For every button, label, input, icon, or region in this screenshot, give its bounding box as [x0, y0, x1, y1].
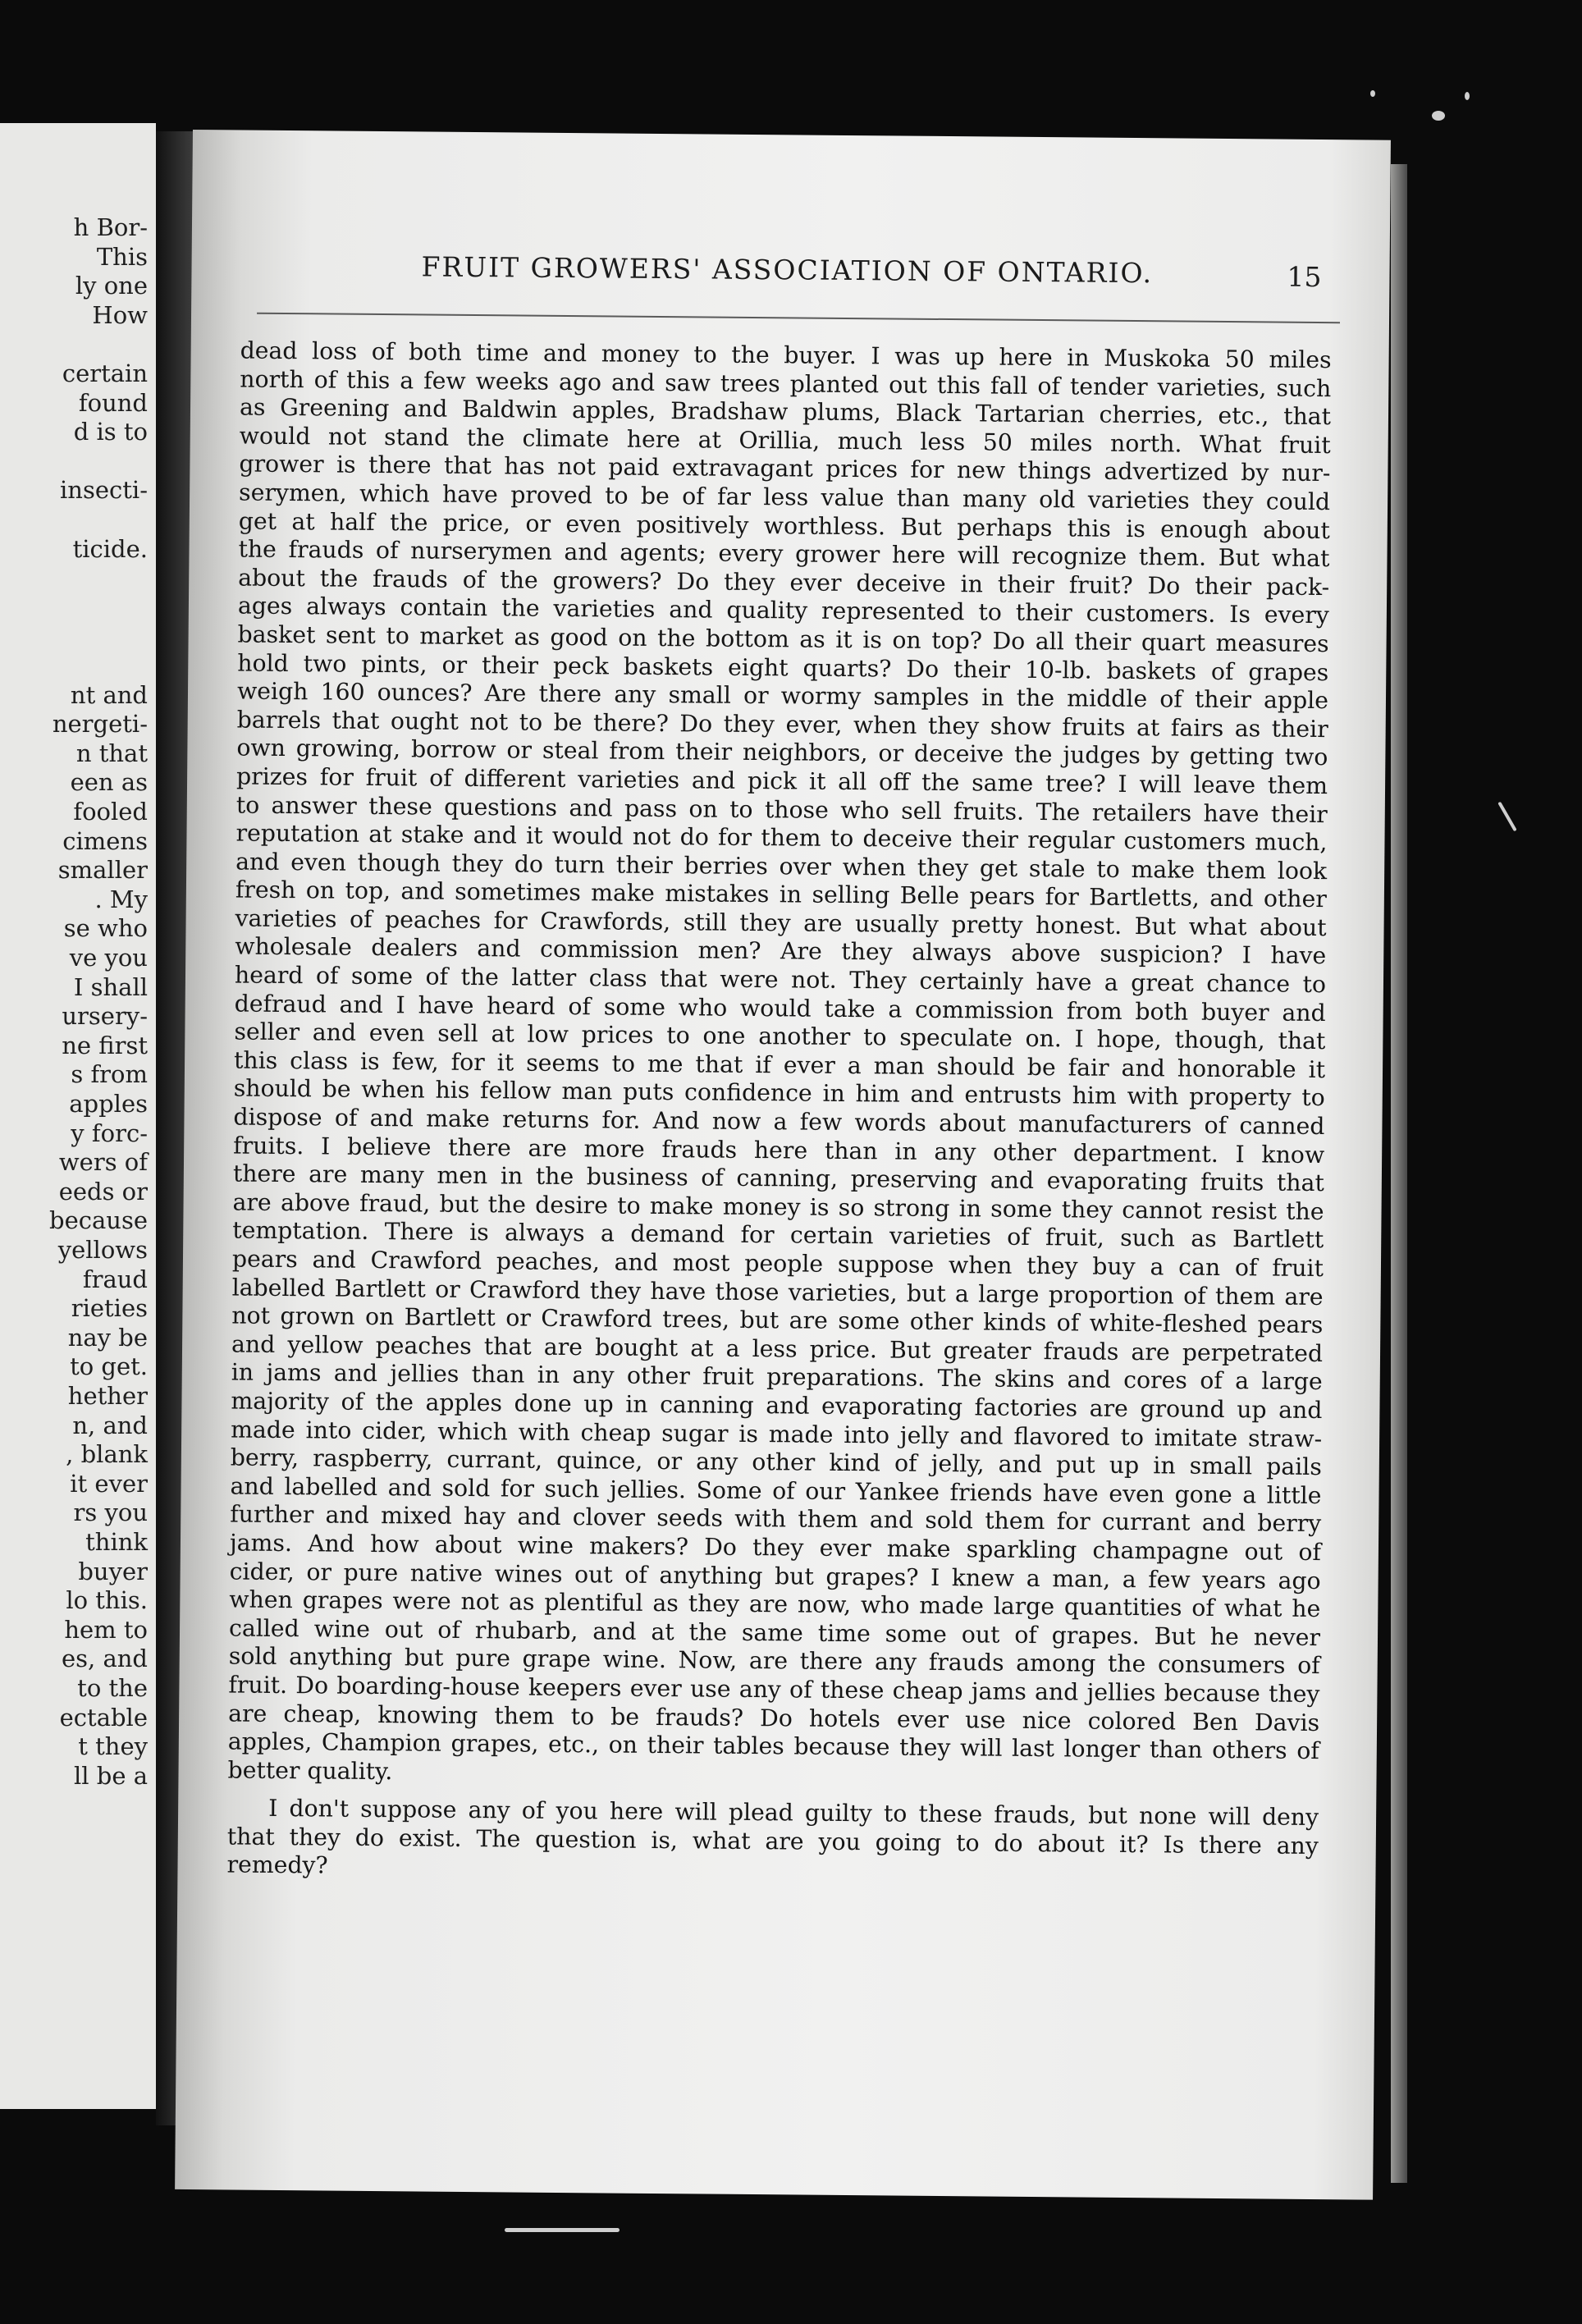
left-page-fragment: nt and — [70, 680, 148, 709]
left-page-fragment: rs you — [73, 1498, 148, 1527]
text-line: grower is there that has not paid extravagant prices for new things advertized by nur- — [239, 450, 1331, 487]
text-line: berry, raspberry, currant, quince, or any other kind of jelly, and put up in small pails — [230, 1443, 1322, 1481]
text-line: weigh 160 ounces? Are there any small or wormy samples in the middle of their apple — [236, 677, 1329, 715]
left-page-fragment: n, and — [72, 1411, 148, 1439]
text-line: wholesale dealers and commission men? Are they always above suspicion? I have — [235, 932, 1327, 970]
text-line: pears and Crawford peaches, and most people suppose when they buy a can of fruit — [231, 1245, 1324, 1283]
left-page-fragment: smaller — [57, 856, 148, 885]
left-facing-page — [0, 123, 156, 2109]
text-line: seller and even sell at low prices to one another to speculate on. I hope, though, that — [234, 1018, 1326, 1055]
text-line: north of this a few weeks ago and saw trees planted out this fall of tender varieties, such — [240, 365, 1332, 402]
text-line: ages always contain the varieties and quality represented to their customers. Is every — [237, 592, 1330, 629]
text-line: should be when his fellow man puts confidence in him and entrusts him with property to — [233, 1074, 1325, 1112]
text-line: as Greening and Baldwin apples, Bradshaw plums, Black Tartarian cherries, etc., that — [239, 393, 1332, 431]
scan-speck — [1497, 802, 1516, 832]
left-page-fragment: y forc- — [71, 1119, 148, 1147]
text-line: made into cider, which with cheap sugar is made into jelly and flavored to imitate straw- — [231, 1416, 1323, 1452]
left-page-fragment: rieties — [71, 1294, 148, 1323]
left-page-fragment: es, and — [61, 1645, 148, 1673]
left-page-fragment: certain — [62, 359, 148, 387]
text-line: fruit. Do boarding-house keepers ever use any of these cheap jams and jellies because they — [228, 1671, 1320, 1708]
text-line: cider, or pure native wines out of anything but grapes? I knew a man, a few years ago — [229, 1557, 1321, 1594]
text-line: to answer these questions and pass on to those who sell fruits. The retailers have their — [235, 790, 1328, 828]
left-page-fragment: to the — [77, 1674, 148, 1702]
left-page-fragment: n that — [75, 739, 148, 767]
page — [175, 130, 1391, 2200]
left-page-fragment: nergeti- — [52, 710, 148, 739]
left-page-fragment: wers of — [58, 1148, 148, 1177]
left-page-fragment: I shall — [73, 972, 148, 1001]
text-line: and yellow peaches that are bought at a less price. But greater frauds are perpetrated — [231, 1330, 1324, 1367]
text-line: further and mixed hay and clover seeds with them and sold them for currant and berry — [230, 1500, 1322, 1538]
left-page-fragment: to get. — [70, 1352, 148, 1381]
text-line: about the frauds of the growers? Do they ever deceive in their fruit? Do their pack- — [238, 564, 1330, 601]
text-line: jams. And how about wine makers? Do they ever make sparkling champagne out of — [229, 1529, 1322, 1567]
left-page-fragment: buyer — [78, 1557, 148, 1585]
text-line: barrels that ought not to be there? Do they ever, when they show fruits at fairs as their — [236, 706, 1328, 743]
left-page-fragment: hem to — [64, 1615, 148, 1644]
text-line: serymen, which have proved to be of far less value than many old varieties they could — [239, 478, 1331, 516]
text-line: hold two pints, or their peck baskets eight quarts? Do their 10-lb. baskets of grapes — [237, 649, 1329, 686]
text-line: basket sent to market as good on the bottom as it is on top? Do all their quart measures — [237, 620, 1329, 658]
body-text — [226, 337, 1331, 1890]
text-line: would not stand the climate here at Orillia, much less 50 miles north. What fruit — [239, 422, 1331, 459]
scan-speck — [1465, 92, 1470, 100]
text-line: get at half the price, or even positively worthless. But perhaps this is enough about — [238, 507, 1330, 544]
text-line: prizes for fruit of different varieties and pick it all off the same tree? I will leave them — [235, 762, 1328, 800]
left-page-fragment: because — [49, 1206, 148, 1235]
text-line: better quality. — [227, 1756, 393, 1785]
text-line: that they do exist. The question is, what are you going to do about it? Is there any — [226, 1823, 1319, 1860]
left-page-fragment: h Bor- — [73, 213, 148, 241]
text-line: when grapes were not as plentiful as they are now, who made large quantities of what he — [229, 1585, 1321, 1623]
left-page-fragment: een as — [70, 768, 148, 797]
left-page-fragment: d is to — [73, 418, 148, 446]
left-page-fragment: nay be — [67, 1323, 148, 1352]
text-line: reputation at stake and it would not do for them to deceive their regular customers much, — [235, 819, 1328, 857]
left-page-fragment: eeds or — [58, 1177, 148, 1205]
page-number: 15 — [1287, 260, 1322, 294]
text-line: fruits. I believe there are more frauds here than in any other department. I know — [233, 1132, 1325, 1169]
left-page-fragment: ll be a — [73, 1761, 148, 1790]
scan-speck — [505, 2228, 620, 2232]
left-page-fragment: ly one — [75, 272, 148, 300]
text-line: the frauds of nurserymen and agents; every grower here will recognize them. But what — [238, 535, 1330, 573]
text-line: apples, Champion grapes, etc., on their tables because they will last longer than others of — [227, 1727, 1319, 1765]
text-line: this class is few, for it seems to me that if ever a man should be fair and honorable it — [233, 1046, 1326, 1083]
header-rule — [257, 313, 1340, 324]
left-page-fragment: apples — [69, 1090, 148, 1118]
running-title: FRUIT GROWERS' ASSOCIATION OF ONTARIO. — [421, 250, 1154, 290]
text-line: sold anything but pure grape wine. Now, are there any frauds among the consumers of — [228, 1642, 1320, 1680]
text-line: in jams and jellies than in any other fruit preparations. The skins and cores of a large — [231, 1358, 1323, 1396]
scan-speck — [1432, 111, 1445, 121]
left-page-fragment: ectable — [59, 1703, 148, 1732]
text-line: fresh on top, and sometimes make mistakes in selling Belle pears for Bartletts, and other — [235, 876, 1328, 913]
left-page-fragment: think — [85, 1528, 148, 1556]
left-page-fragment: , blank — [66, 1440, 148, 1469]
text-line: not grown on Bartlett or Crawford trees, but are some other kinds of white-fleshed pears — [231, 1302, 1324, 1339]
text-line: I don't suppose any of you here will plead guilty to these frauds, but none will deny — [268, 1795, 1319, 1832]
text-line: own growing, borrow or steal from their neighbors, or deceive the judges by getting two — [236, 734, 1328, 771]
left-page-fragment: insecti- — [60, 476, 148, 505]
text-line: are above fraud, but the desire to make money is so strong in some they cannot resist the — [232, 1188, 1324, 1225]
text-line: majority of the apples done up in canning and evaporating factories are ground up and — [231, 1387, 1323, 1425]
left-page-fragment: hether — [67, 1382, 148, 1410]
text-line: defraud and I have heard of some who would take a commission from both buyer and — [234, 990, 1326, 1027]
left-page-fragment: found — [78, 388, 148, 417]
left-page-fragment: t they — [78, 1732, 148, 1761]
text-line: dispose of and make returns for. And now a few words about manufacturers of canned — [233, 1103, 1325, 1141]
left-page-fragment: How — [92, 300, 148, 329]
left-page-fragment: ve you — [69, 944, 148, 972]
left-page-fragment: lo this. — [66, 1586, 148, 1615]
left-page-fragment: cimens — [62, 826, 148, 855]
text-line: temptation. There is always a demand for certain varieties of fruit, such as Bartlett — [232, 1216, 1324, 1254]
left-page-fragment: yellows — [57, 1236, 148, 1264]
text-line: remedy? — [226, 1851, 328, 1879]
scan-speck — [1370, 90, 1375, 97]
left-page-fragment: se who — [63, 914, 148, 943]
text-line: and even though they do turn their berries over when they get stale to make them look — [235, 848, 1328, 885]
left-page-fragment: . My — [94, 885, 148, 913]
left-page-fragment: fooled — [73, 798, 148, 826]
text-line: heard of some of the latter class that were not. They certainly have a great chance to — [234, 961, 1327, 999]
text-line: are cheap, knowing them to be frauds? Do hotels ever use nice colored Ben Davis — [228, 1699, 1320, 1736]
left-page-fragment: ne first — [62, 1031, 148, 1059]
text-line: labelled Bartlett or Crawford they have those varieties, but a large proportion of them are — [231, 1274, 1324, 1311]
left-page-fragment: it ever — [70, 1469, 148, 1498]
text-line: dead loss of both time and money to the buyer. I was up here in Muskoka 50 miles — [240, 336, 1332, 374]
text-line: called wine out of rhubarb, and at the same time some out of grapes. But he never — [228, 1614, 1321, 1651]
left-page-fragment: ticide. — [72, 534, 148, 563]
left-page-fragment: ursery- — [62, 1002, 148, 1031]
left-page-fragment: This — [96, 242, 148, 271]
page-edge — [1391, 164, 1407, 2183]
left-page-fragment: fraud — [82, 1265, 148, 1293]
text-line: and labelled and sold for such jellies. Some of our Yankee friends have even gone a little — [230, 1472, 1322, 1509]
text-line: there are many men in the business of canning, preserving and evaporating fruits that — [232, 1160, 1324, 1197]
left-page-fragment: s from — [71, 1060, 148, 1089]
text-line: varieties of peaches for Crawfords, still they are usually pretty honest. But what about — [235, 904, 1327, 941]
